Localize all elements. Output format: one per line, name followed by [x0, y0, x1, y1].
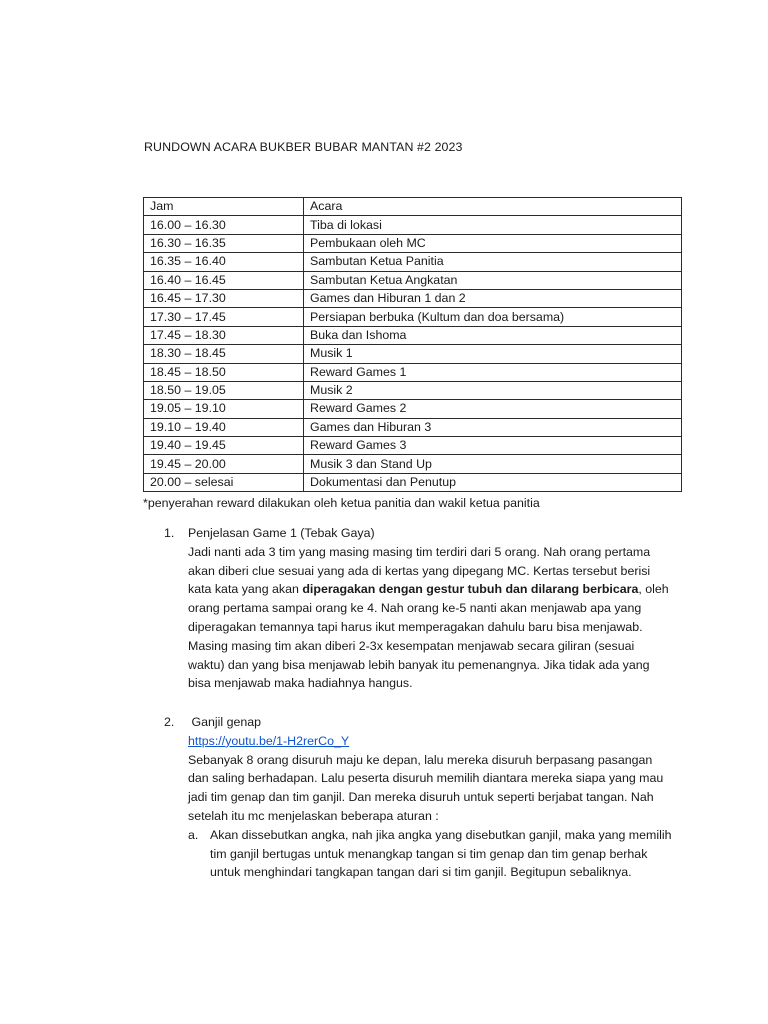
cell-acara: Musik 1	[304, 345, 682, 363]
sub-a-number: a.	[188, 827, 199, 842]
cell-jam: 16.30 – 16.35	[144, 234, 304, 252]
cell-acara: Tiba di lokasi	[304, 216, 682, 234]
rundown-table-body	[144, 198, 682, 492]
cell-jam: 20.00 – selesai	[144, 473, 304, 491]
section-game-1	[164, 524, 674, 693]
cell-jam: 19.10 – 19.40	[144, 418, 304, 436]
table-row	[144, 308, 682, 326]
cell-jam: 18.30 – 18.45	[144, 345, 304, 363]
table-row	[144, 216, 682, 234]
sub-a-text: Akan dissebutkan angka, nah jika angka yang disebutkan ganjil, maka yang memilih tim ganjil bertugas untuk menangkap tangan si tim genap dan tim genap berhak untuk menghindari tangkapan tangan dari si tim ganjil. Begitupun sebaliknya.	[210, 827, 672, 880]
section-2-sublist-a	[188, 826, 674, 882]
table-row	[144, 455, 682, 473]
section-2-heading: Ganjil genap	[188, 715, 262, 729]
cell-jam: 16.00 – 16.30	[144, 216, 304, 234]
section-1-text-after: , oleh orang pertama sampai orang ke 4. Nah orang ke-5 nanti akan menjawab apa yang diperagakan temannya tapi harus ikut memperagakan dahulu baru bisa menjawab. Masing masing tim akan diberi 2-3x kesempatan menjawab secara giliran (sesuai waktu) dan yang bisa menjawab lebih banyak itu pemenangnya. Jika tidak ada yang bisa menjawab maka hadiahnya hangus.	[188, 582, 669, 691]
cell-acara: Musik 3 dan Stand Up	[304, 455, 682, 473]
cell-acara: Pembukaan oleh MC	[304, 234, 682, 252]
table-row	[144, 345, 682, 363]
youtube-link[interactable]: https://youtu.be/1-H2rerCo_Y	[188, 733, 350, 748]
cell-acara: Reward Games 3	[304, 437, 682, 455]
table-header-row	[144, 198, 682, 216]
table-row	[144, 289, 682, 307]
table-row	[144, 381, 682, 399]
cell-jam: 16.40 – 16.45	[144, 271, 304, 289]
table-row	[144, 473, 682, 491]
cell-acara: Buka dan Ishoma	[304, 326, 682, 344]
cell-jam: 17.30 – 17.45	[144, 308, 304, 326]
cell-jam: 18.45 – 18.50	[144, 363, 304, 381]
section-2-number: 2.	[164, 715, 175, 729]
cell-acara: Reward Games 2	[304, 400, 682, 418]
section-game-2	[164, 713, 674, 882]
cell-acara: Games dan Hiburan 3	[304, 418, 682, 436]
cell-acara: Dokumentasi dan Penutup	[304, 473, 682, 491]
table-row	[144, 363, 682, 381]
cell-acara: Persiapan berbuka (Kultum dan doa bersama)	[304, 308, 682, 326]
rundown-table	[143, 197, 682, 492]
cell-jam: 16.35 – 16.40	[144, 253, 304, 271]
header-acara: Acara	[304, 198, 682, 216]
reward-note: *penyerahan reward dilakukan oleh ketua panitia dan wakil ketua panitia	[143, 496, 540, 510]
section-2-paragraph: Sebanyak 8 orang disuruh maju ke depan, lalu mereka disuruh berpasang pasangan dan saling berhadapan. Lalu peserta disuruh memilih diantara mereka siapa yang mau jadi tim genap dan tim ganjil. Dan mereka disuruh untuk seperti berjabat tangan. Nah setelah itu mc menjelaskan beberapa aturan :	[188, 752, 664, 823]
cell-acara: Sambutan Ketua Panitia	[304, 253, 682, 271]
section-1-number: 1.	[164, 526, 175, 540]
cell-acara: Sambutan Ketua Angkatan	[304, 271, 682, 289]
section-1-text-bold: diperagakan dengan gestur tubuh dan dilarang berbicara	[302, 582, 639, 597]
section-1-text-before: Jadi nanti ada 3 tim yang masing masing tim terdiri dari 5 orang. Nah orang pertama akan diberi clue sesuai yang ada di kertas yang dipegang MC. Kertas tersebut berisi kata kata yang akan	[188, 544, 651, 597]
table-row	[144, 400, 682, 418]
cell-jam: 19.45 – 20.00	[144, 455, 304, 473]
header-jam: Jam	[144, 198, 304, 216]
section-1-heading: Penjelasan Game 1 (Tebak Gaya)	[188, 526, 375, 540]
cell-acara: Games dan Hiburan 1 dan 2	[304, 289, 682, 307]
cell-jam: 17.45 – 18.30	[144, 326, 304, 344]
cell-jam: 19.40 – 19.45	[144, 437, 304, 455]
table-row	[144, 418, 682, 436]
table-row	[144, 437, 682, 455]
cell-jam: 19.05 – 19.10	[144, 400, 304, 418]
document-title: RUNDOWN ACARA BUKBER BUBAR MANTAN #2 2023	[144, 140, 463, 154]
table-row	[144, 271, 682, 289]
table-row	[144, 326, 682, 344]
cell-jam: 18.50 – 19.05	[144, 381, 304, 399]
cell-acara: Reward Games 1	[304, 363, 682, 381]
section-1-paragraph	[188, 543, 674, 693]
cell-jam: 16.45 – 17.30	[144, 289, 304, 307]
cell-acara: Musik 2	[304, 381, 682, 399]
table-row	[144, 253, 682, 271]
table-row	[144, 234, 682, 252]
